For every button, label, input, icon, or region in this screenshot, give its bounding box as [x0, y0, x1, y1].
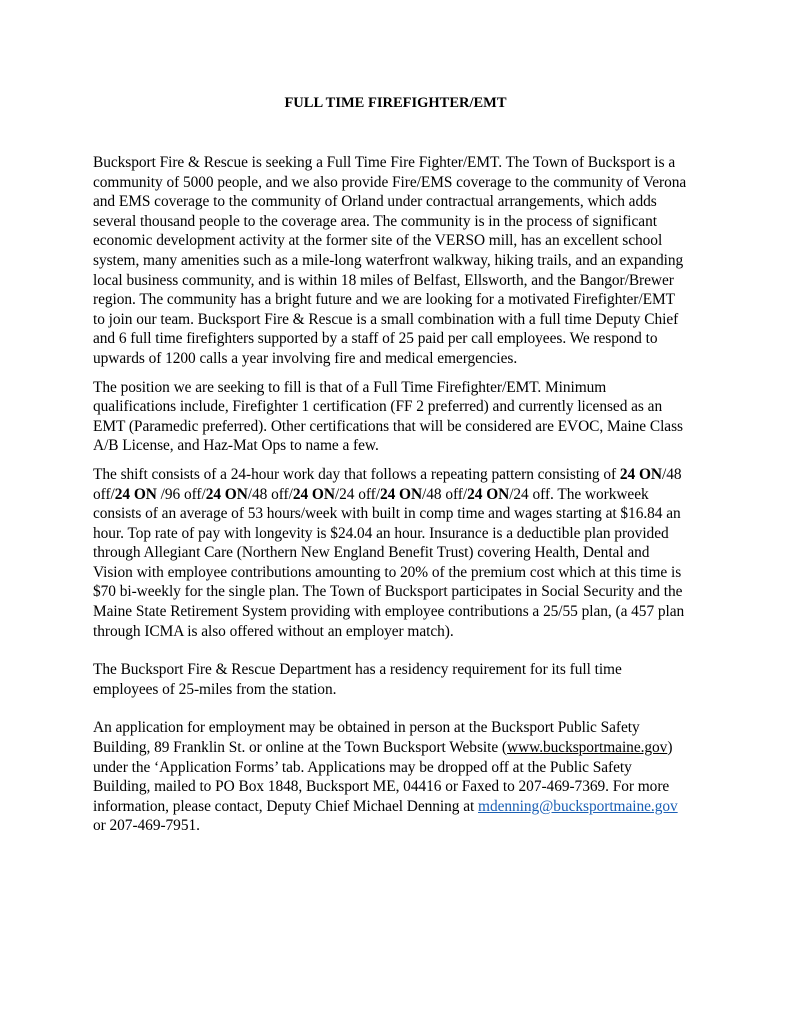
shift-text: /48 off/ — [247, 485, 293, 503]
text-line: employees of 25-miles from the station. — [93, 680, 337, 698]
text-line: $70 bi-weekly for the single plan. The Town of Bucksport participates in Social Security and the — [93, 583, 683, 601]
text-line: A/B License, and Haz-Mat Ops to name a few. — [93, 437, 379, 455]
text-line: system, many amenities such as a mile-long waterfront walkway, hiking trails, and an expanding — [93, 251, 684, 269]
text-line: qualifications include, Firefighter 1 certification (FF 2 preferred) and currently licensed as an — [93, 398, 663, 416]
text-line: consists of an average of 53 hours/week with built in comp time and wages starting at $16.84 an — [93, 505, 681, 523]
text-line — [93, 797, 713, 817]
text-line: through ICMA is also offered without an employer match). — [93, 622, 454, 640]
text-line: region. The community has a bright future and we are looking for a motivated Firefighter/EMT — [93, 291, 675, 309]
paragraph-qualifications — [93, 378, 713, 456]
shift-on-label: 24 ON — [292, 485, 335, 503]
shift-text: The shift consists of a 24-hour work day that follows a repeating pattern consisting of — [93, 465, 620, 483]
text-line — [93, 465, 713, 485]
shift-on-label: 24 ON — [467, 485, 510, 503]
shift-text: off/ — [93, 485, 115, 503]
text-line: local business community, and is within 18 miles of Belfast, Ellsworth, and the Bangor/Brewer — [93, 271, 674, 289]
text-line: upwards of 1200 calls a year involving fire and medical emergencies. — [93, 349, 518, 367]
text-line: and 6 full time firefighters supported by a staff of 25 paid per call employees. We respond to — [93, 330, 658, 348]
text-line: EMT (Paramedic preferred). Other certifications that will be considered are EVOC, Maine Class — [93, 417, 683, 435]
text-line: Building, mailed to PO Box 1848, Bucksport ME, 04416 or Faxed to 207-469-7369. For more — [93, 778, 670, 796]
paragraph-intro — [93, 153, 713, 369]
email-link[interactable]: mdenning@bucksportmaine.gov — [478, 797, 678, 815]
shift-on-label: 24 ON — [205, 485, 248, 503]
text-line: An application for employment may be obtained in person at the Bucksport Public Safety — [93, 719, 640, 737]
text-line: to join our team. Bucksport Fire & Rescue is a small combination with a full time Deputy Chief — [93, 310, 679, 328]
text-line: under the ‘Application Forms’ tab. Applications may be dropped off at the Public Safety — [93, 758, 632, 776]
paragraph-residency — [93, 660, 713, 699]
text-line: and EMS coverage to the community of Orland under contractual arrangements, which adds — [93, 193, 657, 211]
application-text: Building, 89 Franklin St. or online at the Town Bucksport Website ( — [93, 739, 507, 757]
text-line: several thousand people to the coverage area. The community is in the process of significant — [93, 212, 657, 230]
text-line: economic development activity at the former site of the VERSO mill, has an excellent school — [93, 232, 663, 250]
paragraph-application — [93, 718, 713, 836]
application-text: information, please contact, Deputy Chief Michael Denning at — [93, 797, 479, 815]
shift-text: /48 off/ — [422, 485, 468, 503]
shift-text: /24 off/ — [334, 485, 380, 503]
text-line — [93, 738, 713, 758]
shift-on-label: 24 ON — [619, 465, 662, 483]
text-line: Vision with employee contributions amounting to 20% of the premium cost which at this time is — [93, 563, 682, 581]
shift-on-label: 24 ON — [379, 485, 423, 503]
text-line: community of 5000 people, and we also provide Fire/EMS coverage to the community of Verona — [93, 173, 687, 191]
document-title: FULL TIME FIREFIGHTER/EMT — [284, 95, 507, 111]
application-text: ) — [667, 739, 673, 757]
paragraph-shift — [93, 465, 713, 641]
shift-text: /24 off. The workweek — [509, 485, 649, 503]
website-link[interactable]: www.bucksportmaine.gov — [507, 739, 668, 757]
text-line: The position we are seeking to fill is that of a Full Time Firefighter/EMT. Minimum — [93, 378, 607, 396]
text-line: hour. Top rate of pay with longevity is $24.04 an hour. Insurance is a deductible plan provided — [93, 524, 669, 542]
text-line — [93, 485, 713, 505]
shift-text: /96 off/ — [156, 485, 206, 503]
text-line: or 207-469-7951. — [93, 817, 200, 835]
document-body — [93, 153, 713, 836]
shift-on-label: 24 ON — [114, 485, 157, 503]
text-line: The Bucksport Fire & Rescue Department has a residency requirement for its full time — [93, 661, 622, 679]
text-line: through Allegiant Care (Northern New England Benefit Trust) covering Health, Dental and — [93, 544, 650, 562]
text-line: Bucksport Fire & Rescue is seeking a Full Time Fire Fighter/EMT. The Town of Bucksport is a — [93, 154, 676, 171]
text-line: Maine State Retirement System providing with employee contributions a 25/55 plan, (a 457 plan — [93, 603, 685, 621]
shift-text: /48 — [661, 465, 682, 483]
